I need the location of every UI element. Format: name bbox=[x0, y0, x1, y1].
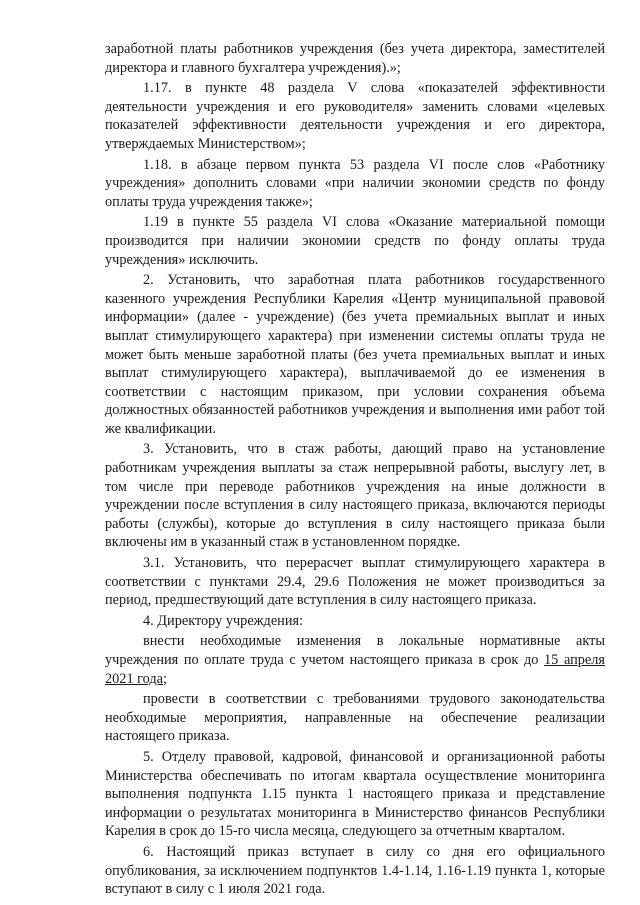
paragraph-1-19: 1.19 в пункте 55 раздела VI слова «Оказание материальной помощи производится при наличии экономии средств по фонду оплаты труда учреждения» исключить. bbox=[105, 214, 605, 268]
paragraph-4: 4. Директору учреждения: bbox=[143, 612, 304, 629]
paragraph-6: 6. Настоящий приказ вступает в силу со дня его официального опубликования, за исключением подпунктов 1.4-1.14, 1.16-1.19 пункта 1, которые вступают в силу с 1 июля 2021 года. bbox=[105, 843, 605, 898]
paragraph-2: 2. Установить, что заработная плата работников государственного казенного учреждения Республики Карелия «Центр муниципальной правовой информации» (далее - учреждение) (без учета премиальных выплат и иных выплат стимулирующего характера) при изменении системы оплаты труда не может быть меньше заработной платы (без учета премиальных выплат и иных выплат стимулирующего характера), выплачиваемой до ее изменения в соответствии с настоящим приказом, при условии сохранения объема должностных обязанностей работников учреждения и выполнения ими работ той же квалификации. bbox=[105, 272, 605, 437]
paragraph-3: 3. Установить, что в стаж работы, дающий право на установление работникам учреждения выплаты за стаж непрерывной работы, выслугу лет, в том числе при переводе работников учреждения на иные должности в учреждении после вступления в силу настоящего приказа, включаются периоды работы (службы), которые до вступления в силу настоящего приказа были включены им в указанный стаж в установленном порядке. bbox=[105, 441, 605, 551]
document-page bbox=[105, 40, 605, 899]
paragraph-3-1: 3.1. Установить, что перерасчет выплат стимулирующего характера в соответствии с пунктами 29.4, 29.6 Положения не может производиться за период, предшествующий дате вступления в силу настоящего приказа. bbox=[105, 555, 605, 609]
paragraph-4-item-1-tail: ; bbox=[163, 670, 168, 687]
paragraph-1-18: 1.18. в абзаце первом пункта 53 раздела VI после слов «Работнику учреждения» дополнить словами «при наличии экономии средств по фонду оплаты труда учреждения также»; bbox=[105, 156, 605, 210]
paragraph-5: 5. Отделу правовой, кадровой, финансовой и организационной работы Министерства обеспечивать по итогам квартала осуществление мониторинга выполнения подпункта 1.15 пункта 1 настоящего приказа и представление информации о результатах мониторинга в Министерство финансов Республики Карелия в срок до 15-го числа месяца, следующего за отчетным кварталом. bbox=[105, 748, 605, 840]
paragraph-4-item-1 bbox=[105, 632, 605, 688]
paragraph-4-item-1-text: внести необходимые изменения в локальные нормативные акты учреждения по оплате труда с учетом настоящего приказа в срок до bbox=[105, 633, 605, 668]
paragraph-1-17: 1.17. в пункте 48 раздела V слова «показателей эффективности деятельности учреждения и его руководителя» заменить словами «целевых показателей эффективности деятельности учреждения и его директора, утверждаемых Министерством»; bbox=[105, 80, 605, 152]
paragraph-4-item-2: провести в соответствии с требованиями трудового законодательства необходимые мероприятия, направленные на обеспечение реализации настоящего приказа. bbox=[105, 691, 605, 745]
paragraph-continuation: заработной платы работников учреждения (без учета директора, заместителей директора и главного бухгалтера учреждения).»; bbox=[105, 41, 605, 76]
deadline-date: 15 апреля 2021 года bbox=[105, 652, 605, 687]
